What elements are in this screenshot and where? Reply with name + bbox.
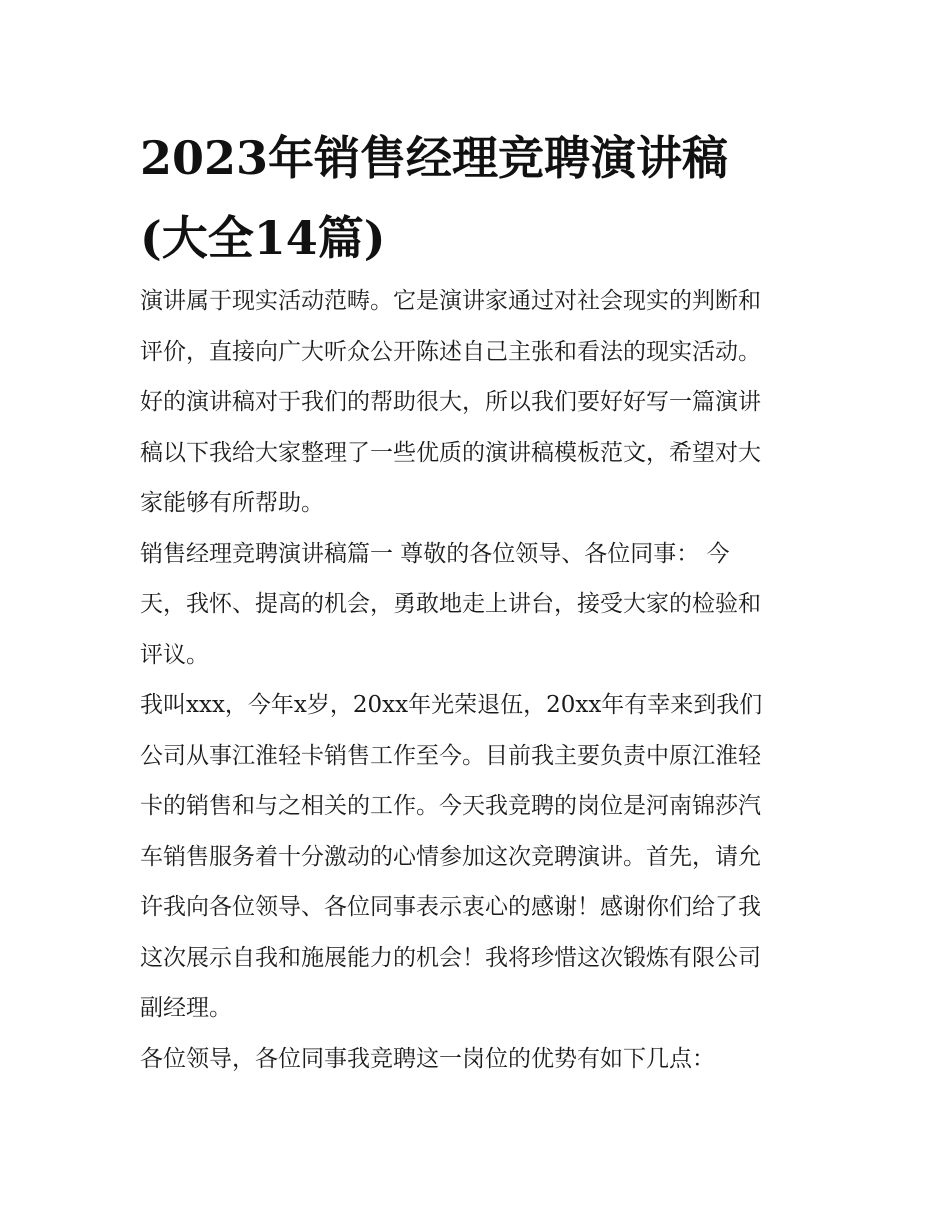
text-line: 好的演讲稿对于我们的帮助很大，所以我们要好好写一篇演讲 <box>140 389 761 415</box>
text-line: 副经理。 <box>140 995 232 1021</box>
title-line-1: 2023年销售经理竞聘演讲稿 <box>140 131 729 185</box>
text-line: 评议。 <box>140 641 209 668</box>
text-line: 天，我怀、提高的机会，勇敢地走上讲台，接受大家的检验和 <box>140 591 761 617</box>
paragraph-speech-opening <box>140 529 812 681</box>
text-line: 我叫xxx，今年x岁，20xx年光荣退伍，20xx年有幸来到我们 <box>140 692 763 718</box>
text-line: 家能够有所帮助。 <box>140 490 324 516</box>
text-line: 公司从事江淮轻卡销售工作至今。目前我主要负责中原江淮轻 <box>140 742 761 769</box>
text-line: 卡的销售和与之相关的工作。今天我竞聘的岗位是河南锦莎汽 <box>140 793 761 819</box>
document-title <box>140 118 820 278</box>
title-line-2: (大全14篇) <box>140 211 386 265</box>
text-line: 这次展示自我和施展能力的机会！我将珍惜这次锻炼有限公司 <box>140 944 761 971</box>
text-line: 演讲属于现实活动范畴。它是演讲家通过对社会现实的判断和 <box>140 288 761 314</box>
text-line: 车销售服务着十分激动的心情参加这次竞聘演讲。首先，请允 <box>140 843 761 870</box>
text-line: 销售经理竞聘演讲稿篇一 尊敬的各位领导、各位同事： 今 <box>140 540 730 567</box>
paragraph-self-introduction <box>140 680 812 1034</box>
text-line: 评价，直接向广大听众公开陈述自己主张和看法的现实活动。 <box>140 338 761 365</box>
text-line: 许我向各位领导、各位同事表示衷心的感谢！感谢你们给了我 <box>140 894 761 920</box>
paragraph-advantages <box>140 1034 812 1085</box>
text-line: 稿以下我给大家整理了一些优质的演讲稿模板范文，希望对大 <box>140 439 761 466</box>
paragraph-intro <box>140 276 812 529</box>
text-line: 各位领导，各位同事我竞聘这一岗位的优势有如下几点： <box>140 1045 715 1072</box>
document-body <box>140 276 812 1084</box>
